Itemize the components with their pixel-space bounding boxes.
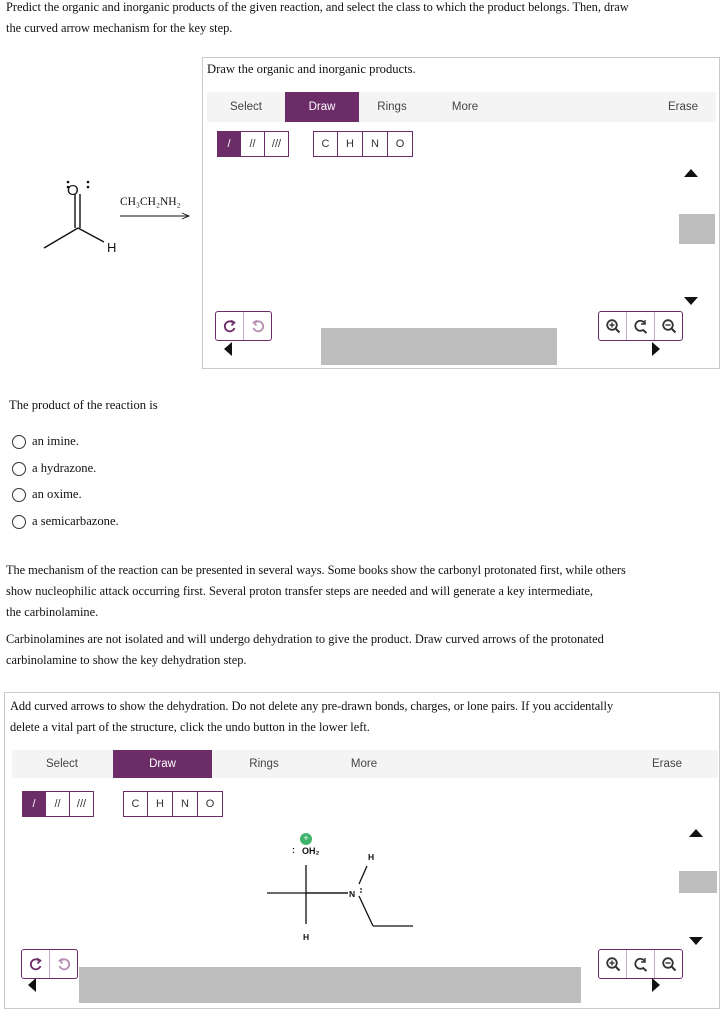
zoom-out-icon[interactable]: [654, 312, 682, 340]
single-bond-button[interactable]: /: [22, 791, 46, 817]
oxygen-label: O: [67, 182, 79, 199]
scroll-left-icon[interactable]: [221, 341, 233, 357]
panel2-title: [10, 696, 716, 738]
scroll-up-icon[interactable]: [683, 166, 699, 178]
zoom-out-icon[interactable]: [654, 950, 682, 978]
scroll-up-icon[interactable]: [688, 826, 704, 838]
h-bottom-label: H: [303, 932, 310, 942]
ch-bond: [78, 228, 104, 242]
intro-text: [6, 0, 721, 39]
scroll-right-icon[interactable]: [651, 341, 663, 357]
intro-line-1: Predict the organic and inorganic products of the given reaction, and select the class to which the product belongs. Then, draw: [6, 0, 629, 14]
atom-buttons-2: [123, 791, 223, 817]
mechanism-line-1: The mechanism of the reaction can be presented in several ways. Some books show the carbonyl protonated first, while others: [6, 563, 626, 577]
atom-buttons-1: [313, 131, 413, 157]
n-ethyl-bond: [359, 896, 373, 926]
atom-o-button[interactable]: O: [388, 131, 413, 157]
radio-button[interactable]: [12, 515, 26, 529]
mechanism-line-4: Carbinolamines are not isolated and will undergo dehydration to give the product. Draw curved arrows of the protonated: [6, 632, 604, 646]
bond-buttons-1: [217, 131, 289, 157]
option-label: a hydrazone.: [32, 461, 97, 475]
carbinolamine-structure: [255, 828, 425, 948]
tab-erase[interactable]: Erase: [667, 101, 699, 113]
tab-draw[interactable]: Draw: [113, 750, 212, 778]
tab-rings[interactable]: Rings: [377, 101, 407, 113]
toolbar-tabs-1: [207, 92, 716, 122]
bond-buttons-2: [22, 791, 94, 817]
single-bond-button[interactable]: /: [217, 131, 241, 157]
horizontal-scrollbar-thumb[interactable]: [321, 328, 557, 365]
radio-button[interactable]: [12, 488, 26, 502]
mechanism-text: [6, 560, 722, 671]
tab-erase[interactable]: Erase: [651, 758, 683, 770]
tab-rings[interactable]: Rings: [249, 758, 279, 770]
zoom-group-2: [598, 949, 683, 979]
n-h-bond: [359, 866, 367, 884]
scroll-left-icon[interactable]: [25, 977, 37, 993]
lone-pair-dot: [360, 891, 362, 893]
tab-select[interactable]: Select: [46, 758, 78, 770]
scroll-down-icon[interactable]: [683, 296, 699, 308]
double-bond-button[interactable]: //: [46, 791, 70, 817]
zoom-in-icon[interactable]: [599, 312, 626, 340]
panel2-title-line-1: Add curved arrows to show the dehydration. Do not delete any pre-drawn bonds, charges, or lone pairs. If you accidentally: [10, 699, 614, 713]
tab-select[interactable]: Select: [230, 101, 262, 113]
mechanism-line-3: the carbinolamine.: [6, 605, 99, 619]
option-label: an oxime.: [32, 487, 82, 501]
atom-n-button[interactable]: N: [363, 131, 388, 157]
reagent-label: CH₃CH₂NH₂: [120, 196, 181, 208]
vertical-scrollbar-thumb[interactable]: [679, 214, 715, 244]
triple-bond-button[interactable]: ///: [265, 131, 289, 157]
mechanism-line-2: show nucleophilic attack occurring first. Several proton transfer steps are needed and will generate a key intermediate,: [6, 584, 593, 598]
methyl-bond: [44, 228, 78, 248]
double-bond-button[interactable]: //: [241, 131, 265, 157]
atom-n-button[interactable]: N: [173, 791, 198, 817]
atom-h-button[interactable]: H: [148, 791, 173, 817]
zoom-group-1: [598, 311, 683, 341]
redo-icon[interactable]: [49, 950, 77, 978]
hydrogen-label: H: [107, 240, 117, 255]
scroll-down-icon[interactable]: [688, 936, 704, 948]
triple-bond-button[interactable]: ///: [70, 791, 94, 817]
n-label: N: [349, 889, 356, 899]
oh2-label: OH₂: [302, 846, 320, 856]
undo-redo-group-2: [21, 949, 78, 979]
radio-button[interactable]: [12, 435, 26, 449]
plus-sign: +: [303, 833, 309, 843]
panel1-title: Draw the organic and inorganic products.: [207, 62, 416, 76]
undo-icon[interactable]: [22, 950, 49, 978]
option-label: an imine.: [32, 434, 79, 448]
atom-h-button[interactable]: H: [338, 131, 363, 157]
intro-line-2: the curved arrow mechanism for the key step.: [6, 21, 233, 35]
tab-more[interactable]: More: [451, 101, 479, 113]
zoom-in-icon[interactable]: [599, 950, 626, 978]
question-prompt: The product of the reaction is: [9, 398, 158, 412]
tab-more[interactable]: More: [350, 758, 378, 770]
atom-c-button[interactable]: C: [313, 131, 338, 157]
tab-draw[interactable]: Draw: [285, 92, 359, 122]
mechanism-line-5: carbinolamine to show the key dehydration step.: [6, 653, 247, 667]
draw-panel-1: [202, 57, 720, 369]
zoom-reset-icon[interactable]: [626, 312, 654, 340]
atom-c-button[interactable]: C: [123, 791, 148, 817]
h-top-label: H: [368, 852, 375, 862]
atom-o-button[interactable]: O: [198, 791, 223, 817]
radio-button[interactable]: [12, 462, 26, 476]
panel2-title-line-2: delete a vital part of the structure, click the undo button in the lower left.: [10, 720, 370, 734]
zoom-reset-icon[interactable]: [626, 950, 654, 978]
lone-pair-colon: :: [292, 845, 295, 855]
reaction-scheme: [30, 170, 205, 270]
undo-redo-group-1: [215, 311, 272, 341]
horizontal-scrollbar-thumb[interactable]: [79, 967, 581, 1003]
option-label: a semicarbazone.: [32, 514, 119, 528]
toolbar-tabs-2: [12, 750, 718, 778]
undo-icon[interactable]: [216, 312, 243, 340]
lone-pair-dot: [87, 181, 90, 184]
scroll-right-icon[interactable]: [651, 977, 663, 993]
lone-pair-dot: [360, 888, 362, 890]
draw-panel-2: [4, 692, 720, 1009]
lone-pair-dot: [87, 186, 90, 189]
vertical-scrollbar-thumb[interactable]: [679, 871, 717, 893]
redo-icon[interactable]: [243, 312, 271, 340]
